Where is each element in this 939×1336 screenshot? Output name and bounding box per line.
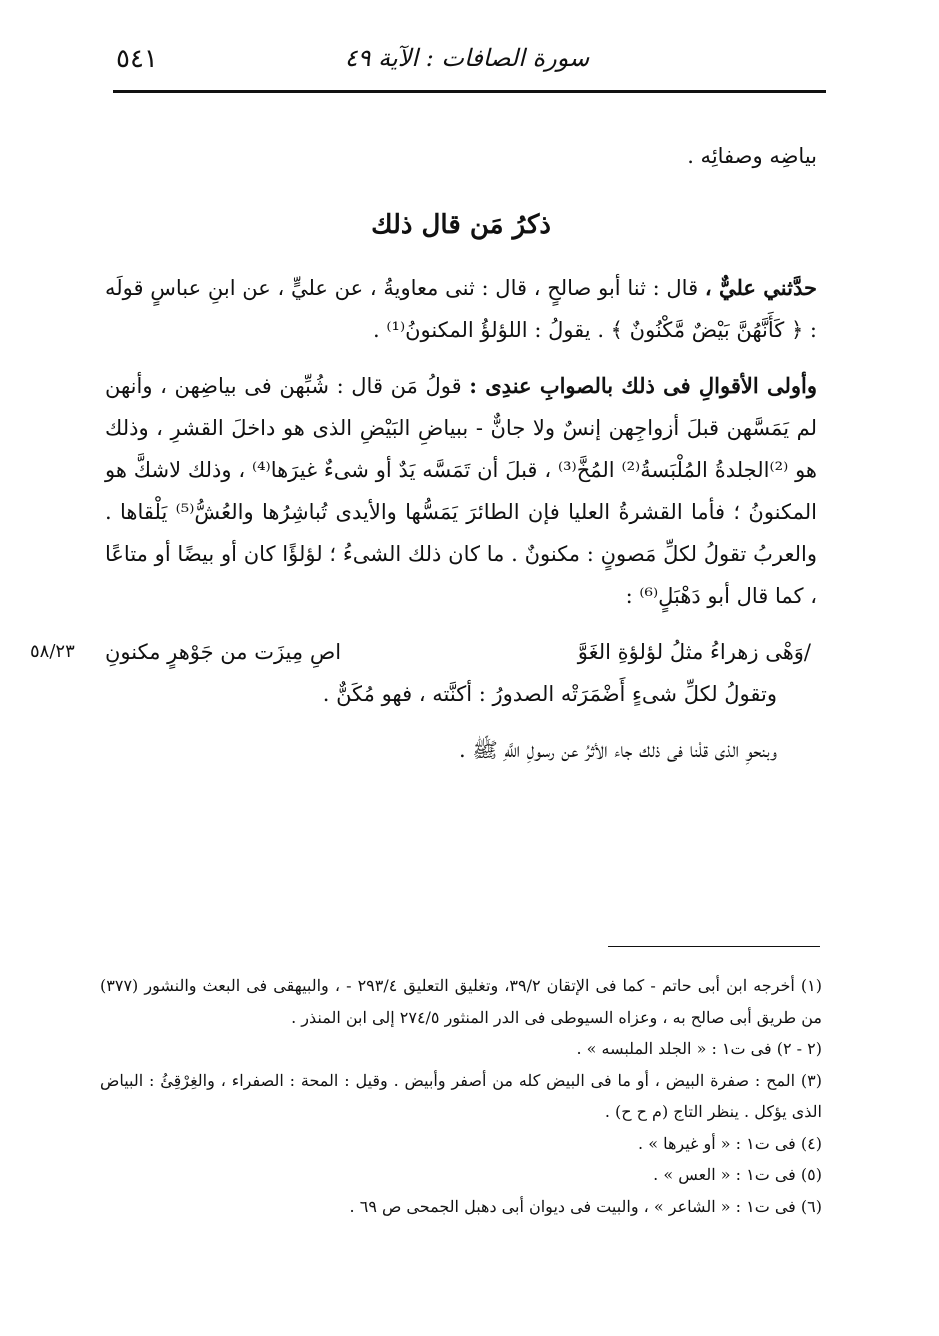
header-title: سورة الصافات : الآية ٤٩: [344, 44, 590, 72]
poetry-verse: [30, 631, 817, 673]
paragraph-lead: وأولى الأقوالِ فى ذلك بالصوابِ عندِى :: [469, 373, 817, 398]
paragraph-commentary: [105, 365, 817, 617]
running-header: [110, 40, 824, 88]
footnote-separator: [608, 946, 820, 947]
footnote: (٥) فى ت١ : « العس » .: [653, 1165, 822, 1184]
footnote: (١) أخرجه ابن أبى حاتم - كما فى الإتقان ٣٩/٢، وتغليق التعليق ٢٩٣/٤ - ، والبيهقى فى البعث والنشور (٣٧٧) من طريق أبى صالح به ، وعزاه السيوطى فى الدر المنثور ٢٧٤/٥ إلى ابن المنذر .: [100, 976, 823, 1027]
paragraph-text: قال : ثنا أبو صالحٍ ، قال : ثنى معاويةُ ، عن عليٍّ ، عن ابنِ عباسٍ قولَه : ﴿ كَأَنَّهُنَّ بَيْضٌ مَّكْنُونٌ ﴾ . يقولُ : اللؤلؤُ المكنونُ⁽¹⁾ .: [105, 276, 817, 342]
section-heading: ذكرُ مَن قال ذلك: [371, 210, 551, 240]
paragraph-text: قولُ مَن قال : شُبِّهن فى بياضِهن ، وأنهن لم يَمَسَّهن قبلَ أزواجِهن إنسٌ ولا جانٌّ - ببياضِ البَيْضِ الذى هو داخلَ القشرِ ، وذلك هو ⁽²⁾الجلدةُ المُلْبَسةُ⁽²⁾ المُخَّ⁽³⁾ ، قبلَ أن تَمَسَّه يَدٌ أو شىءٌ غيرَها⁽⁴⁾ ، وذلك لاشكَّ هو المكنونُ ؛ فأما القشرةُ العليا فإن الطائرَ يَمَسُّها والأيدى تُباشِرُها والعُشُّ⁽⁵⁾ يَلْقاها . والعربُ تقولُ لكلِّ مَصونٍ : مكنونٌ . ما كان ذلك الشىءُ ؛ لؤلؤًا كان أو بيضًا أو متاعًا ، كما قال أبو دَهْبَلٍ⁽⁶⁾ :: [105, 374, 817, 608]
footnotes: [100, 970, 822, 1222]
verse-second-hemistich: اصِ مِيزَت من جَوْهرٍ مكنونِ: [105, 640, 342, 664]
paragraph-after-verse: وتقولُ لكلِّ شىءٍ أَضْمَرَتْه الصدورُ : أكنَّته ، فهو مُكَنٌّ .: [322, 682, 777, 706]
verse-line: [105, 631, 817, 673]
continuation-line: بياضِه وصفائِه .: [687, 144, 817, 168]
verse-first-hemistich: /وَهْى زهراءُ مثلُ لؤلؤةِ الغَوَّ: [577, 640, 811, 664]
paragraph-closing: وبنحوِ الذى قلْنا فى ذلك جاء الأثرُ عن رسولِ اللَّهِ ﷺ .: [458, 738, 777, 762]
main-text: [30, 135, 817, 771]
edition-page-reference: ٥٨/٢٣: [30, 641, 75, 662]
footnote: (٤) فى ت١ : « أو غيرها » .: [638, 1133, 822, 1153]
paragraph-gap: [105, 351, 817, 365]
page-number: ٥٤١: [116, 44, 158, 74]
footnote: (٦) فى ت١ : « الشاعر » ، والبيت فى ديوان أبى دهبل الجمحى ص ٦٩ .: [349, 1196, 822, 1216]
paragraph-lead: حدَّثني عليٌّ ،: [704, 275, 817, 300]
header-rule: [113, 90, 826, 93]
paragraph-isnad: [105, 267, 817, 351]
footnote: (٣) المح : صفرة البيض ، أو ما فى البيض كله من أصفر وأبيض . وقيل : المحة : الصفراء ، والغِرْقِئُ : البياض الذى يؤكل . ينظر التاج (م ح ح) .: [100, 1070, 822, 1121]
paragraph-gap: [105, 715, 817, 729]
footnote: (٢ - ٢) فى ت١ : « الجلد الملبسه » .: [576, 1039, 822, 1058]
